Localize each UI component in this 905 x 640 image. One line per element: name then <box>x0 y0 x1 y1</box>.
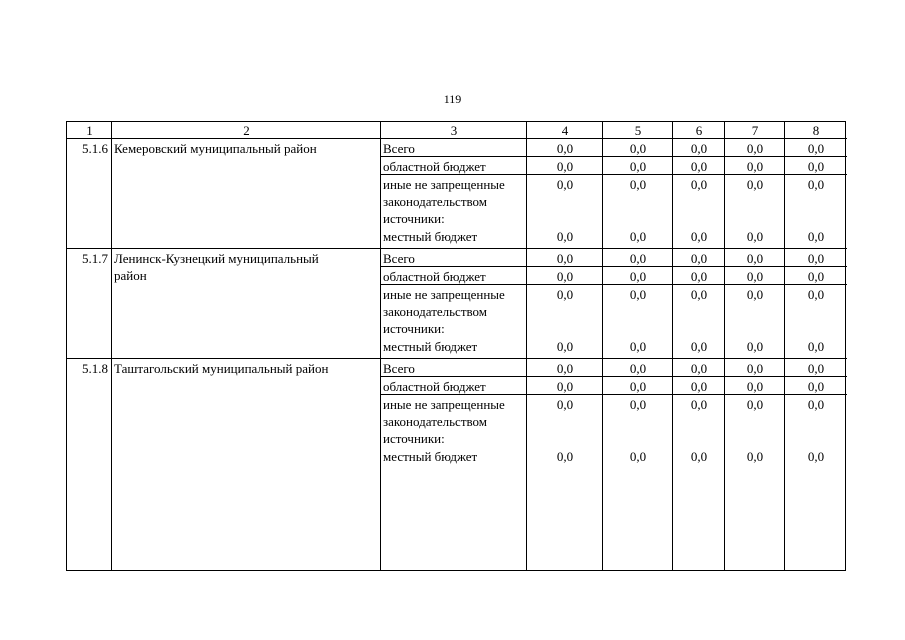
value-cell: 0,0 <box>690 361 708 376</box>
column-header: 3 <box>450 123 458 138</box>
column-header: 2 <box>243 123 250 138</box>
row-label: законодательством <box>383 304 488 319</box>
value-cell: 0,0 <box>629 397 647 412</box>
value-cell: 0,0 <box>746 339 764 354</box>
value-cell: 0,0 <box>690 287 708 302</box>
row-label: Всего <box>383 251 415 266</box>
value-cell: 0,0 <box>746 229 764 244</box>
column-header: 8 <box>812 123 820 138</box>
value-cell: 0,0 <box>746 177 764 192</box>
column-header: 4 <box>561 123 569 138</box>
value-cell: 0,0 <box>807 229 825 244</box>
column-header: 6 <box>695 123 703 138</box>
value-cell: 0,0 <box>746 141 764 156</box>
value-cell: 0,0 <box>746 361 764 376</box>
value-cell: 0,0 <box>629 361 647 376</box>
value-cell: 0,0 <box>807 177 825 192</box>
value-cell: 0,0 <box>556 251 574 266</box>
row-label: источники: <box>383 321 445 336</box>
value-cell: 0,0 <box>746 159 764 174</box>
row-label: иные не запрещенные <box>383 177 505 192</box>
value-cell: 0,0 <box>690 177 708 192</box>
value-cell: 0,0 <box>807 141 825 156</box>
row-label: Всего <box>383 141 415 156</box>
value-cell: 0,0 <box>807 159 825 174</box>
column-header: 1 <box>86 123 93 138</box>
value-cell: 0,0 <box>556 141 574 156</box>
value-cell: 0,0 <box>746 397 764 412</box>
section-divider <box>67 358 847 359</box>
row-label: иные не запрещенные <box>383 397 505 412</box>
value-cell: 0,0 <box>556 177 574 192</box>
value-cell: 0,0 <box>807 251 825 266</box>
row-label: областной бюджет <box>383 379 486 394</box>
value-cell: 0,0 <box>746 449 764 464</box>
value-cell: 0,0 <box>556 361 574 376</box>
row-label: Всего <box>383 361 415 376</box>
value-cell: 0,0 <box>556 269 574 284</box>
value-cell: 0,0 <box>556 449 574 464</box>
row-label: законодательством <box>383 414 488 429</box>
section-name: район <box>114 268 147 283</box>
column-divider <box>111 122 112 570</box>
value-cell: 0,0 <box>629 159 647 174</box>
value-cell: 0,0 <box>556 287 574 302</box>
value-cell: 0,0 <box>629 251 647 266</box>
section-name: Кемеровский муниципальный район <box>114 141 317 156</box>
column-header: 5 <box>634 123 642 138</box>
value-cell: 0,0 <box>629 287 647 302</box>
value-cell: 0,0 <box>746 287 764 302</box>
row-label: местный бюджет <box>383 229 478 244</box>
value-cell: 0,0 <box>629 269 647 284</box>
row-label: источники: <box>383 431 445 446</box>
column-header: 7 <box>751 123 759 138</box>
value-cell: 0,0 <box>690 141 708 156</box>
value-cell: 0,0 <box>690 251 708 266</box>
value-cell: 0,0 <box>629 449 647 464</box>
row-label: иные не запрещенные <box>383 287 505 302</box>
value-cell: 0,0 <box>556 397 574 412</box>
value-cell: 0,0 <box>690 449 708 464</box>
value-cell: 0,0 <box>690 379 708 394</box>
row-label: местный бюджет <box>383 339 478 354</box>
row-label: местный бюджет <box>383 449 478 464</box>
row-label: законодательством <box>383 194 488 209</box>
value-cell: 0,0 <box>690 397 708 412</box>
section-name: Ленинск-Кузнецкий муниципальный <box>114 251 319 266</box>
row-label: областной бюджет <box>383 159 486 174</box>
value-cell: 0,0 <box>807 339 825 354</box>
value-cell: 0,0 <box>807 269 825 284</box>
value-cell: 0,0 <box>807 287 825 302</box>
page-number: 119 <box>443 92 462 106</box>
value-cell: 0,0 <box>807 397 825 412</box>
value-cell: 0,0 <box>807 379 825 394</box>
value-cell: 0,0 <box>629 229 647 244</box>
value-cell: 0,0 <box>629 141 647 156</box>
value-cell: 0,0 <box>556 379 574 394</box>
value-cell: 0,0 <box>629 339 647 354</box>
section-code: 5.1.6 <box>82 141 108 156</box>
value-cell: 0,0 <box>746 379 764 394</box>
budget-table <box>66 121 846 571</box>
value-cell: 0,0 <box>746 269 764 284</box>
section-divider <box>67 248 847 249</box>
row-label: источники: <box>383 211 445 226</box>
row-label: областной бюджет <box>383 269 486 284</box>
value-cell: 0,0 <box>690 159 708 174</box>
value-cell: 0,0 <box>556 159 574 174</box>
value-cell: 0,0 <box>690 339 708 354</box>
value-cell: 0,0 <box>807 361 825 376</box>
section-name: Таштагольский муниципальный район <box>114 361 329 376</box>
value-cell: 0,0 <box>629 379 647 394</box>
value-cell: 0,0 <box>807 449 825 464</box>
value-cell: 0,0 <box>556 339 574 354</box>
value-cell: 0,0 <box>690 229 708 244</box>
section-code: 5.1.8 <box>82 361 108 376</box>
value-cell: 0,0 <box>746 251 764 266</box>
value-cell: 0,0 <box>556 229 574 244</box>
section-code: 5.1.7 <box>82 251 108 266</box>
value-cell: 0,0 <box>629 177 647 192</box>
value-cell: 0,0 <box>690 269 708 284</box>
column-divider <box>380 122 381 570</box>
